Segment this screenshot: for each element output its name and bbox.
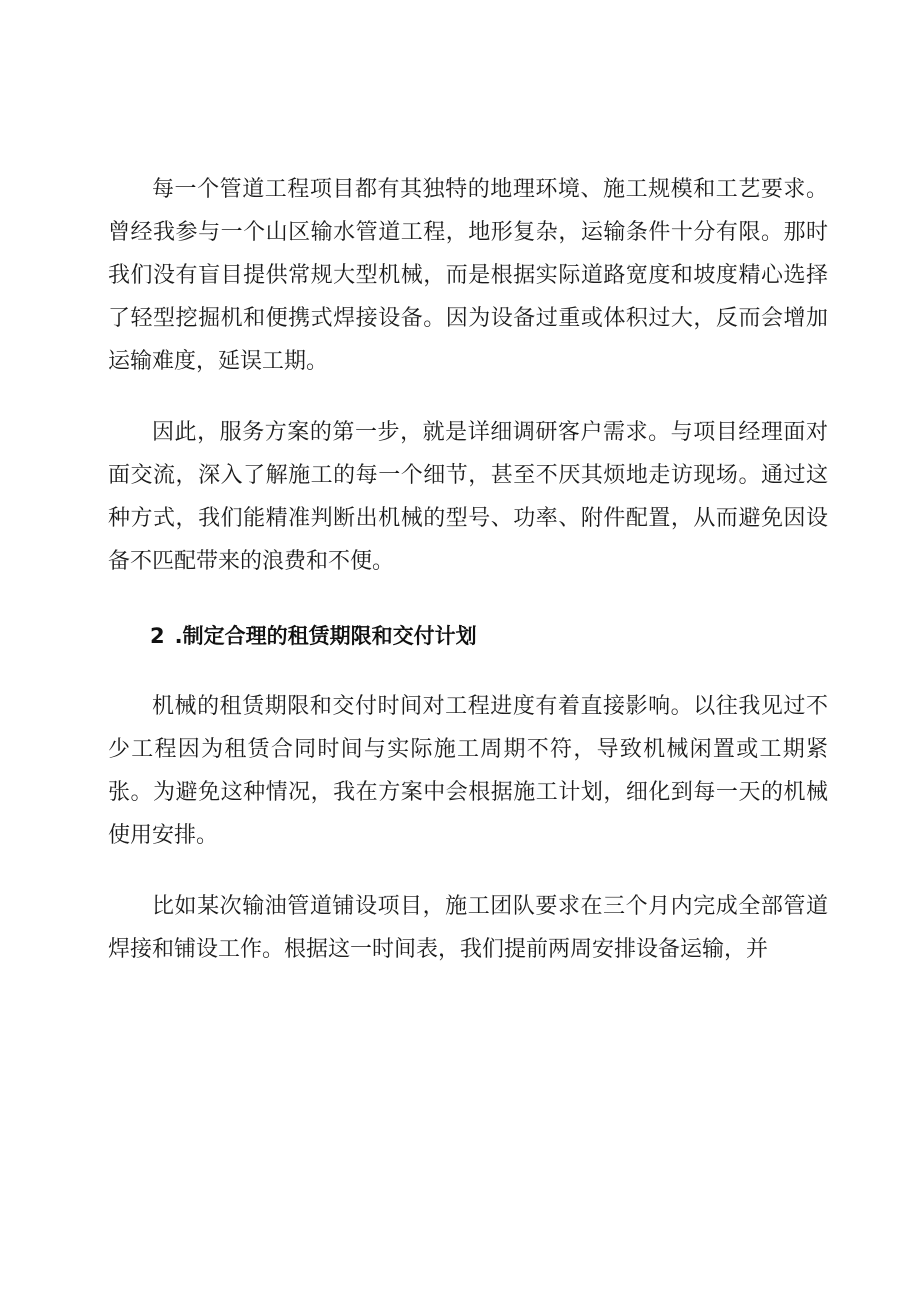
paragraph-lease-period: 机械的租赁期限和交付时间对工程进度有着直接影响。以往我见过不少工程因为租赁合同时间与实际施工周期不符，导致机械闲置或工期紧张。为避免这种情况，我在方案中会根据施工计划，细化到每一天的机械使用安排。 (108, 694, 828, 848)
section-number: 2 (150, 624, 165, 648)
paragraph-pipeline-example: 比如某次输油管道铺设项目，施工团队要求在三个月内完成全部管道焊接和铺设工作。根据这一时间表，我们提前两周安排设备运输，并 (108, 894, 828, 962)
paragraph-terrain-example: 每一个管道工程项目都有其独特的地理环境、施工规模和工艺要求。曾经我参与一个山区输水管道工程，地形复杂，运输条件十分有限。那时我们没有盲目提供常规大型机械，而是根据实际道路宽度和坡度精心选择了轻型挖掘机和便携式焊接设备。因为设备过重或体积过大，反而会增加运输难度，延误工期。 (108, 177, 828, 374)
section-heading (108, 621, 828, 651)
section-title: .制定合理的租赁期限和交付计划 (174, 624, 477, 648)
paragraph-client-research: 因此，服务方案的第一步，就是详细调研客户需求。与项目经理面对面交流，深入了解施工的每一个细节，甚至不厌其烦地走访现场。通过这种方式，我们能精准判断出机械的型号、功率、附件配置，从而避免因设备不匹配带来的浪费和不便。 (108, 420, 828, 574)
document-body (108, 168, 828, 999)
